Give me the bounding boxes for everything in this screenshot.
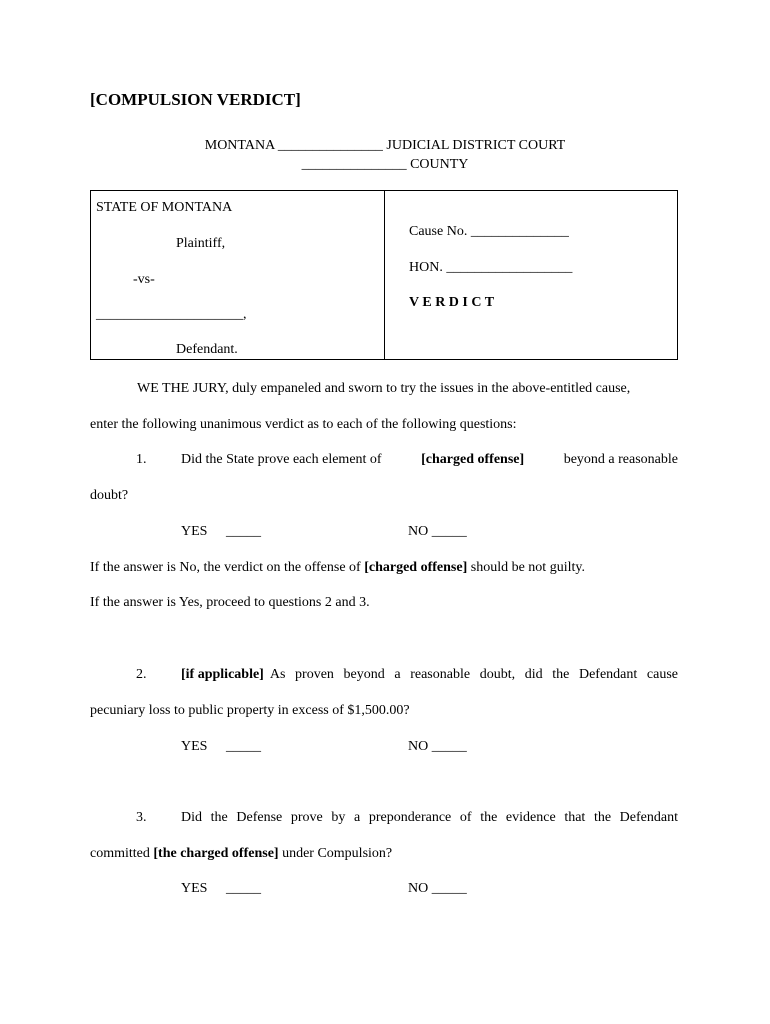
question-1-number: 1. — [136, 452, 147, 467]
no-instruction-text-b: should be not guilty. — [470, 560, 585, 575]
court-header-line2: _______________ COUNTY — [301, 157, 469, 172]
question-2-number: 2. — [136, 667, 147, 682]
question-1-text-b: beyond a reasonable — [563, 452, 678, 467]
no-instruction-text-a: If the answer is No, the verdict on the offense of — [90, 560, 361, 575]
plaintiff-role: Plaintiff, — [176, 236, 226, 251]
verdict-heading: V E R D I C T — [409, 295, 495, 310]
question-1-no-instruction — [90, 560, 585, 576]
question-3-number: 3. — [136, 810, 147, 825]
case-caption-box — [90, 190, 678, 360]
intro-line2: enter the following unanimous verdict as to each of the following questions: — [90, 417, 517, 432]
defendant-role: Defendant. — [176, 342, 238, 357]
question-1-no-blank[interactable]: NO _____ — [408, 524, 467, 539]
question-3-no-blank[interactable]: NO _____ — [408, 881, 467, 896]
question-1-text-a: Did the State prove each element of — [181, 452, 382, 467]
question-1-yes-label: YES — [181, 524, 208, 539]
question-1-yes-blank[interactable]: _____ — [226, 524, 261, 539]
question-1-line1 — [181, 452, 678, 468]
question-3-line2 — [90, 846, 392, 862]
question-1-line2: doubt? — [90, 488, 129, 503]
question-1-charged-offense: [charged offense] — [421, 452, 525, 467]
no-instruction-charged-offense: [charged offense] — [364, 560, 468, 575]
question-3-text: Did the Defense prove by a preponderance of the evidence that the Defendant — [181, 810, 678, 825]
question-3-text-a: committed — [90, 846, 150, 861]
plaintiff-name: STATE OF MONTANA — [96, 200, 233, 215]
court-header-line1: MONTANA _______________ JUDICIAL DISTRICT COURT — [204, 138, 566, 153]
question-1-yes-instruction: If the answer is Yes, proceed to questions 2 and 3. — [90, 595, 370, 610]
question-3-charged-offense: [the charged offense] — [153, 846, 279, 861]
question-2-if-applicable: [if applicable] — [181, 667, 264, 682]
versus-label: -vs- — [133, 272, 155, 287]
question-2-yes-blank[interactable]: _____ — [226, 739, 261, 754]
defendant-name-blank: _____________________, — [96, 307, 247, 322]
question-2-yes-label: YES — [181, 739, 208, 754]
judge-name: HON. __________________ — [409, 260, 573, 275]
page-title: [COMPULSION VERDICT] — [90, 90, 301, 109]
caption-divider — [384, 191, 385, 359]
question-2-text: As proven beyond a reasonable doubt, did the Defendant cause — [269, 667, 678, 682]
question-3-yes-label: YES — [181, 881, 208, 896]
cause-number: Cause No. ______________ — [409, 224, 569, 239]
question-2-line1 — [181, 667, 678, 683]
question-2-no-blank[interactable]: NO _____ — [408, 739, 467, 754]
question-3-yes-blank[interactable]: _____ — [226, 881, 261, 896]
intro-line1: WE THE JURY, duly empaneled and sworn to try the issues in the above-entitled cause, — [137, 381, 631, 396]
question-3-text-b: under Compulsion? — [282, 846, 393, 861]
question-2-line2: pecuniary loss to public property in excess of $1,500.00? — [90, 703, 410, 718]
